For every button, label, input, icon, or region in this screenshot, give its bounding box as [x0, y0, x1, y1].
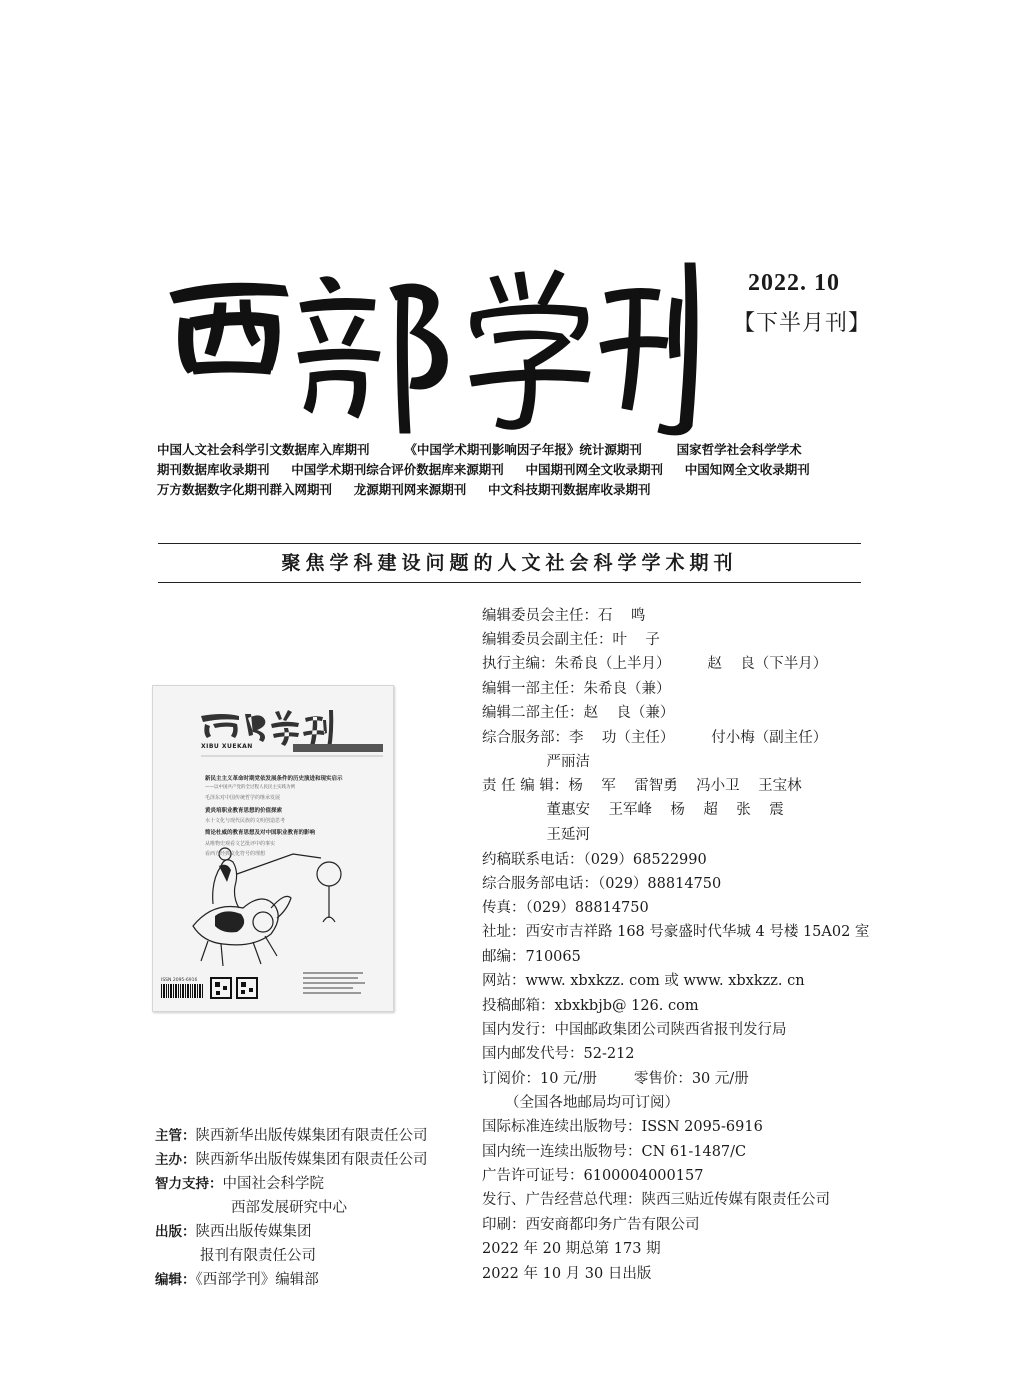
indexing-line-2: 期刊数据库收录期刊 中国学术期刊综合评价数据库来源期刊 中国期刊网全文收录期刊 中国知网全文收录期刊: [157, 462, 810, 477]
editorial-line: 2022 年 10 月 30 日出版: [482, 1266, 652, 1282]
cover-article: ——以中国共产党的全过程人民民主实践为例: [205, 785, 295, 790]
issue-period: 【下半月刊】: [733, 311, 872, 336]
editorial-line: 国内邮发代号：52-212: [482, 1046, 635, 1062]
journal-title-logo: [160, 248, 700, 438]
support-line: [155, 1172, 324, 1193]
indexing-line-1: 中国人文社会科学引文数据库入库期刊 《中国学术期刊影响因子年报》统计源期刊 国家哲学社会科学学术: [157, 442, 802, 457]
editorial-line: 投稿邮箱：xbxkbjb@ 126. com: [482, 998, 699, 1014]
supervisor-label: 主管：: [155, 1128, 196, 1144]
editorial-line: 网站：www. xbxkzz. com 或 www. xbxkzz. cn: [482, 973, 805, 989]
tagline: 聚焦学科建设问题的人文社会科学学术期刊: [281, 552, 738, 574]
edit-line: [155, 1268, 319, 1289]
publish-label: 出版：: [155, 1224, 196, 1240]
editorial-line: 综合服务部电话：（029）88814750: [482, 876, 722, 892]
editorial-line: 董惠安 王军峰 杨 超 张 震: [482, 802, 784, 818]
cover-thumbnail: [152, 685, 394, 1012]
editorial-line: 邮编：710065: [482, 949, 581, 965]
publish-value: 陕西出版传媒集团: [195, 1224, 312, 1240]
cover-illustration: [153, 686, 393, 1011]
editorial-line: 印刷：西安商都印务广告有限公司: [482, 1217, 700, 1233]
editorial-line: 2022 年 20 期总第 173 期: [482, 1241, 661, 1257]
cover-article: 水十文化与现代民族的文明创造思考: [205, 818, 286, 824]
indexing-line-3: 万方数据数字化期刊群入网期刊 龙源期刊网来源期刊 中文科技期刊数据库收录期刊: [157, 482, 651, 497]
editorial-line: 责 任 编 辑：杨 军 雷智勇 冯小卫 王宝林: [482, 778, 802, 794]
editorial-line: 编辑委员会副主任：叶 子: [482, 632, 660, 648]
sponsor-label: 主办：: [155, 1152, 196, 1168]
publish-line: [155, 1220, 312, 1241]
editorial-line: 国内统一连续出版物号：CN 61-1487/C: [482, 1144, 747, 1160]
editorial-line: 国内发行：中国邮政集团公司陕西省报刊发行局: [482, 1022, 787, 1038]
editorial-line: 编辑一部主任：朱希良（兼）: [482, 681, 671, 697]
cover-article: 看西方经典文化符号的理想: [205, 851, 266, 857]
sponsor-line: [155, 1148, 428, 1169]
cover-article: 从唯物史观看文艺批评中的事实: [205, 841, 276, 847]
editorial-line: 编辑委员会主任：石 鸣: [482, 608, 646, 624]
cover-subtitle: XIBU XUEKAN: [201, 743, 253, 750]
editorial-line: 广告许可证号：6100004000157: [482, 1168, 704, 1184]
editorial-line: （全国各地邮局均可订阅）: [482, 1095, 680, 1111]
editorial-line: 国际标准连续出版物号：ISSN 2095-6916: [482, 1119, 763, 1135]
support-value: 中国社会科学院: [222, 1176, 324, 1192]
editorial-line: 订阅价：10 元/册 零售价：30 元/册: [482, 1071, 749, 1087]
support-label: 智力支持：: [155, 1176, 223, 1192]
edit-label: 编辑：: [155, 1272, 196, 1288]
support-value-2: 西部发展研究中心: [231, 1200, 347, 1216]
issue-date: 2022. 10: [748, 270, 840, 296]
cover-article: 黄炎培职业教育思想的价值探索: [205, 808, 283, 814]
supervisor-value: 陕西新华出版传媒集团有限责任公司: [195, 1128, 428, 1144]
editorial-line: 执行主编：朱希良（上半月） 赵 良（下半月）: [482, 656, 828, 672]
editorial-line: 王延河: [482, 827, 591, 843]
editorial-line: 编辑二部主任：赵 良（兼）: [482, 705, 675, 721]
cover-article: 简论杜威的教育思想及对中国职业教育的影响: [205, 830, 316, 836]
tagline-rule-bottom: [158, 582, 861, 583]
sponsor-value: 陕西新华出版传媒集团有限责任公司: [195, 1152, 428, 1168]
editorial-line: 约稿联系电话：（029）68522990: [482, 852, 707, 868]
supervisor-line: [155, 1124, 428, 1145]
editorial-line: 综合服务部：李 功（主任） 付小梅（副主任）: [482, 730, 828, 746]
tagline-rule-top: [158, 543, 861, 544]
editorial-line: 社址：西安市吉祥路 168 号豪盛时代华城 4 号楼 15A02 室: [482, 924, 870, 940]
cover-issn: ISSN 2095-6916: [161, 978, 198, 983]
editorial-line: 传真：（029）88814750: [482, 900, 649, 916]
cover-article: 新民主主义革命时期党依发展条件的历史演进和现实启示: [205, 776, 343, 782]
editorial-line: 严丽洁: [482, 754, 591, 770]
cover-article: 毛泽东对中国传统哲学的继承发展: [205, 795, 281, 801]
publish-value-2: 报刊有限责任公司: [200, 1248, 316, 1264]
editorial-line: 发行、广告经营总代理：陕西三贴近传媒有限责任公司: [482, 1192, 830, 1208]
edit-value: 《西部学刊》编辑部: [195, 1272, 319, 1288]
